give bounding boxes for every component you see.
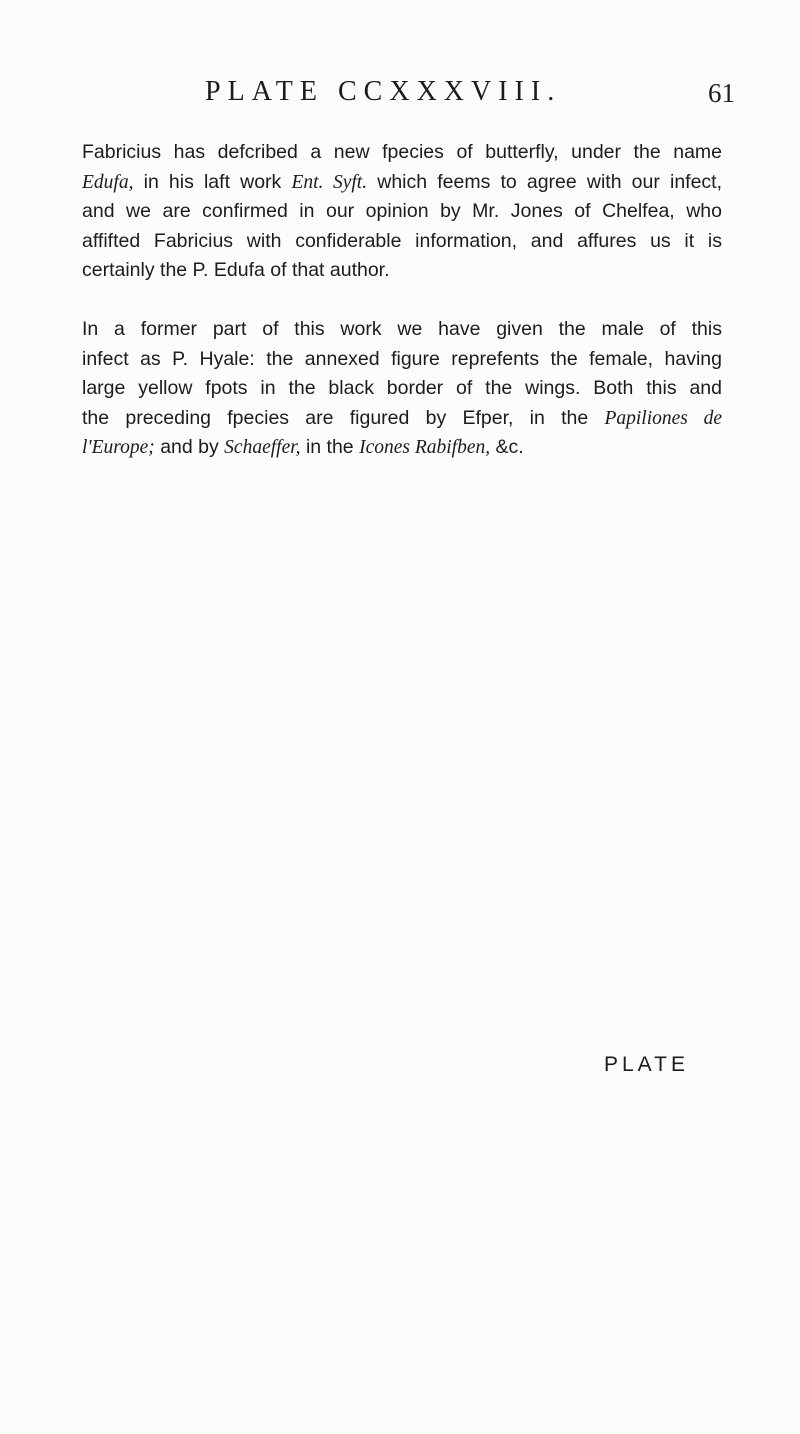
work-title-europe: l'Europe; [82, 437, 155, 458]
author-schaeffer: Schaeffer, [224, 437, 301, 458]
species-name-edufa: Edufa, [82, 171, 134, 193]
paragraph-1 [82, 138, 722, 286]
running-title: PLATE CCXXXVIII. [205, 76, 562, 107]
work-title-papiliones: Papiliones de [604, 407, 722, 429]
catchword: PLATE [604, 1053, 689, 1076]
paragraph-2-line-1: In a former part of this work we have given the male of this [82, 318, 722, 340]
paragraph-2-line-5 [82, 433, 722, 463]
paragraph-1-line-5: certainly the P. Edufa of that author. [82, 259, 390, 281]
paragraph-2-line-2: infect as P. Hyale: the annexed figure reprefents the female, having [82, 347, 722, 370]
paragraph-1-line-3: and we are confirmed in our opinion by Mr. Jones of Chelfea, who [82, 200, 722, 222]
paragraph-1-line-2 [82, 168, 722, 198]
paragraph-1-line-1: Fabricius has defcribed a new fpecies of butterfly, under the name [82, 141, 722, 163]
line-5-mid2: in the [305, 436, 354, 458]
paragraph-2 [82, 315, 722, 463]
work-title-icones: Icones Rabifben, [359, 437, 491, 458]
line-4-start: the preceding fpecies are figured by Efper, in the [82, 406, 589, 429]
work-title-ent-syst: Ent. Syft. [291, 171, 368, 193]
page-number: 61 [708, 78, 735, 108]
paragraph-1-line-4: affifted Fabricius with confiderable information, and affures us it is [82, 229, 722, 252]
line-2-text: in his laft work [143, 170, 282, 193]
paragraph-2-line-3: large yellow fpots in the black border of the wings. Both this and [82, 377, 722, 399]
line-5-mid: and by [160, 436, 219, 458]
line-5-end: &c. [495, 436, 524, 458]
line-2-rest: which feems to agree with our infect, [377, 170, 723, 193]
paragraph-2-line-4 [82, 404, 722, 434]
